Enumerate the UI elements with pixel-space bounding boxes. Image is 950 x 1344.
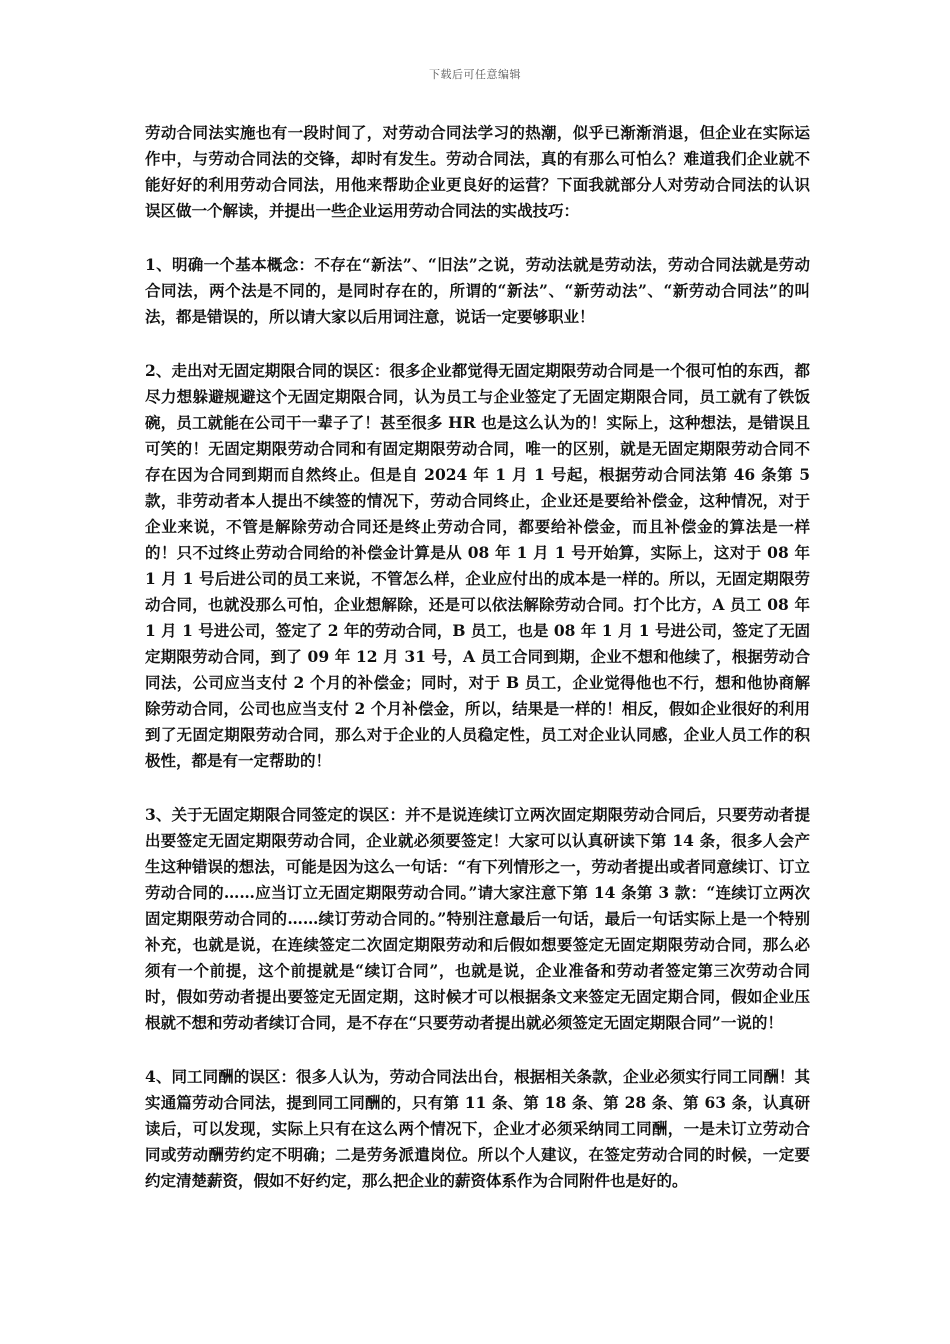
- section-4-paragraph: 4、同工同酬的误区：很多人认为，劳动合同法出台，根据相关条款，企业必须实行同工同酬！其实通篇劳动合同法，提到同工同酬的，只有第 11 条、第 18 条、第 28 条、第 63 条，认真研读后，可以发现，实际上只有在这么两个情况下，企业才必须采纳同工同酬，一是未订立劳动合同或劳动酬劳约定不明确；二是劳务派遣岗位。所以个人建议，在签定劳动合同的时候，一定要约定清楚薪资，假如不好约定，那么把企业的薪资体系作为合同附件也是好的。: [145, 1067, 810, 1190]
- intro-paragraph: 劳动合同法实施也有一段时间了，对劳动合同法学习的热潮，似乎已渐渐消退，但企业在实际运作中，与劳动合同法的交锋，却时有发生。劳动合同法，真的有那么可怕么？难道我们企业就不能好好的利用劳动合同法，用他来帮助企业更良好的运营？下面我就部分人对劳动合同法的认识误区做一个解读，并提出一些企业运用劳动合同法的实战技巧：: [145, 123, 810, 220]
- section-2-paragraph: 2、走出对无固定期限合同的误区：很多企业都觉得无固定期限劳动合同是一个很可怕的东西，都尽力想躲避规避这个无固定期限合同，认为员工与企业签定了无固定期限合同，员工就有了铁饭碗，员工就能在公司干一辈子了！甚至很多 HR 也是这么认为的！实际上，这种想法，是错误且可笑的！无固定期限劳动合同和有固定期限劳动合同，唯一的区别，就是无固定期限劳动合同不存在因为合同到期而自然终止。但是自 2024 年 1 月 1 号起，根据劳动合同法第 46 条第 5 款，非劳动者本人提出不续签的情况下，劳动合同终止，企业还是要给补偿金，这种情况，对于企业来说，不管是解除劳动合同还是终止劳动合同，都要给补偿金，而且补偿金的算法是一样的！只不过终止劳动合同给的补偿金计算是从 08 年 1 月 1 号开始算，实际上，这对于 08 年 1 月 1 号后进公司的员工来说，不管怎么样，企业应付出的成本是一样的。所以，无固定期限劳动合同，也就没那么可怕，企业想解除，还是可以依法解除劳动合同。打个比方，A 员工 08 年 1 月 1 号进公司，签定了 2 年的劳动合同，B 员工，也是 08 年 1 月 1 号进公司，签定了无固定期限劳动合同，到了 09 年 12 月 31 号，A 员工合同到期，企业不想和他续了，根据劳动合同法，公司应当支付 2 个月的补偿金；同时，对于 B 员工，企业觉得他也不行，想和他协商解除劳动合同，公司也应当支付 2 个月补偿金，所以，结果是一样的！相反，假如企业很好的利用到了无固定期限劳动合同，那么对于企业的人员稳定性，员工对企业认同感，企业人员工作的积极性，都是有一定帮助的！: [145, 361, 816, 770]
- page-header: 下载后可任意编辑: [429, 68, 521, 81]
- document-body: [145, 120, 816, 1222]
- section-1-paragraph: 1、明确一个基本概念：不存在“新法”、“旧法”之说，劳动法就是劳动法，劳动合同法就是劳动合同法，两个法是不同的，是同时存在的，所谓的“新法”、“新劳动法”、“新劳动合同法”的叫法，都是错误的，所以请大家以后用词注意，说话一定要够职业！: [145, 255, 810, 326]
- section-3-paragraph: 3、关于无固定期限合同签定的误区：并不是说连续订立两次固定期限劳动合同后，只要劳动者提出要签定无固定期限劳动合同，企业就必须要签定！大家可以认真研读下第 14 条，很多人会产生这种错误的想法，可能是因为这么一句话：“有下列情形之一，劳动者提出或者同意续订、订立劳动合同的……应当订立无固定期限劳动合同。”请大家注意下第 14 条第 3 款：“连续订立两次固定期限劳动合同的……续订劳动合同的。”特别注意最后一句话，最后一句话实际上是一个特别补充，也就是说，在连续签定二次固定期限劳动和后假如想要签定无固定期限劳动合同，那么必须有一个前提，这个前提就是“续订合同”，也就是说，企业准备和劳动者签定第三次劳动合同时，假如劳动者提出要签定无固定期，这时候才可以根据条文来签定无固定期合同，假如企业压根就不想和劳动者续订合同，是不存在“只要劳动者提出就必须签定无固定期限合同”一说的！: [145, 805, 810, 1032]
